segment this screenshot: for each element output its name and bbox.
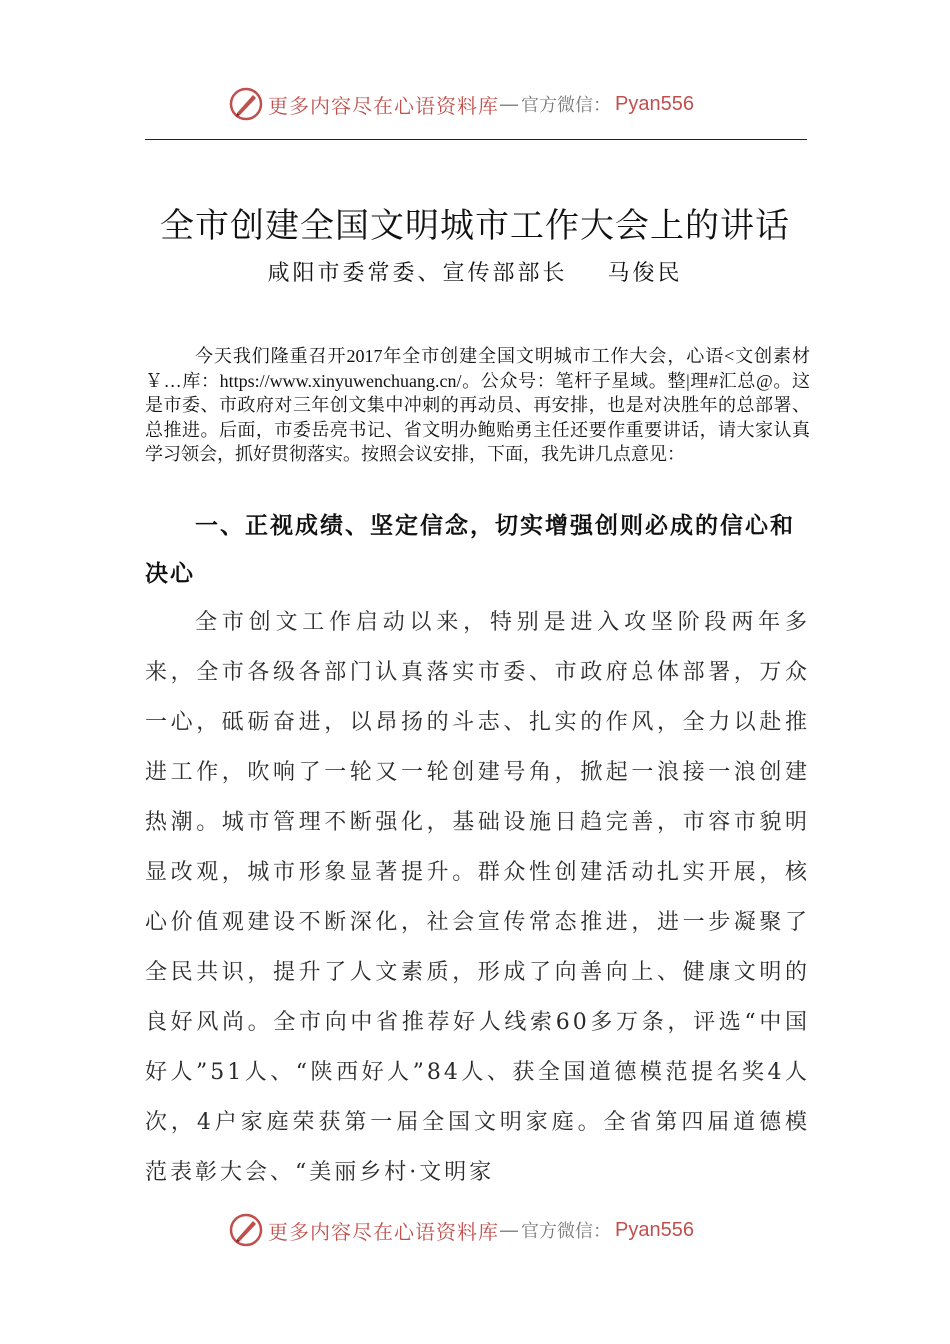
header-banner xyxy=(228,84,728,124)
wechat-id: Pyan556 xyxy=(615,1218,694,1241)
body-paragraph: 全市创文工作启动以来，特别是进入攻坚阶段两年多来，全市各级各部门认真落实市委、市政府总体部署，万众一心，砥砺奋进，以昂扬的斗志、扎实的作风，全力以赴推进工作，吹响了一轮又一轮创建号角，掀起一浪接一浪创建热潮。城市管理不断强化，基础设施日趋完善，市容市貌明显改观，城市形象显著提升。群众性创建活动扎实开展，核心价值观建设不断深化，社会宣传常态推进，进一步凝聚了全民共识，提升了人文素质，形成了向善向上、健康文明的良好风尚。全市向中省推荐好人线索60多万条，评选“中国好人”51人、“陕西好人”84人、获全国道德模范提名奖4人次，4户家庭荣获第一届全国文明家庭。全省第四届道德模范表彰大会、“美丽乡村·文明家 xyxy=(145,610,810,1185)
section-heading: 一、正视成绩、坚定信念，切实增强创则必成的信心和决心 xyxy=(145,513,795,587)
banner-text: 更多内容尽在心语资料库 xyxy=(268,1219,499,1244)
page-title: 全市创建全国文明城市工作大会上的讲话 xyxy=(160,206,790,246)
author-line: 咸阳市委常委、宣传部部长 马俊民 xyxy=(267,261,683,286)
wechat-label: 官方微信： xyxy=(521,1221,611,1242)
pen-logo-icon xyxy=(228,86,264,122)
wechat-label: 官方微信： xyxy=(521,95,611,116)
banner-text: 更多内容尽在心语资料库 xyxy=(268,93,499,118)
banner-separator: — xyxy=(499,1218,519,1242)
intro-paragraph: 今天我们隆重召开2017年全市创建全国文明城市工作大会，心语<文创素材￥…库：https://www.xinyuwenchuang.cn/。公众号：笔杆子星域。整|理#汇总@。这是市委、市政府对三年创文集中冲刺的再动员、再安排，也是对决胜年的总部署、总推进。后面，市委岳亮书记、省文明办鲍贻勇主任还要作重要讲话，请大家认真学习领会，抓好贯彻落实。按照会议安排，下面，我先讲几点意见： xyxy=(145,346,810,464)
wechat-id: Pyan556 xyxy=(615,92,694,115)
footer-banner xyxy=(228,1210,728,1250)
banner-separator: — xyxy=(499,92,519,116)
header-rule xyxy=(145,139,807,140)
pen-logo-icon xyxy=(228,1212,264,1248)
